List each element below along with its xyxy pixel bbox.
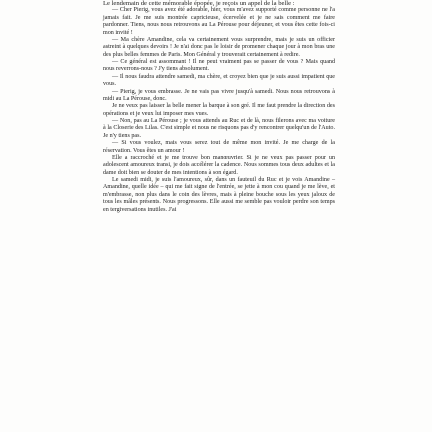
- paragraph: Le samedi midi, je suis l'amoureux, sûr, dans un fauteuil du Ruc et je vois Amandine – Amandine, quelle idée – qui me fait signe de l'entrée, se jette à mon cou quand je me lève, et m'embrasse, non plus dans le coin des lèvres, mais à pleine bouche sous les yeux jaloux de tous les mâles présents. Nous progressons. Elle aussi me semble pas vouloir perdre son temps en tergiversations inutiles. J'ai: [103, 177, 335, 213]
- paragraph: Je ne veux pas laisser la belle mener la barque à son gré. Il me faut prendre la direction des opérations et je veux lui imposer mes vues.: [103, 103, 335, 117]
- page-text-block: [103, 0, 335, 214]
- paragraph: — Ce général est assommant ! Il ne peut vraiment pas se passer de vous ? Mais quand nous reverrons-nous ? J'y tiens absolument.: [103, 59, 335, 73]
- paragraph: — Ma chère Amandine, cela va certainement vous surprendre, mais je suis un officier astreint à quelques devoirs ! Je n'ai donc pas le loisir de promener chaque jour à mon bras une des plus belles femmes de Paris. Mon Général y trouverait certainement à redire.: [103, 36, 335, 58]
- paragraph: — Il nous faudra attendre samedi, ma chère, et croyez bien que je suis aussi impatient que vous.: [103, 73, 335, 88]
- paragraph: — Cher Pierig, vous avez été adorable, hier, vous m'avez supporté comme personne ne l'a jamais fait. Je me suis montrée capricieuse, écervelée et je ne sais comment me faire pardonner. Tiens, nous nous retrouvons au La Pérouse pour déjeuner, et vous êtes cette fois-ci mon invité !: [103, 7, 335, 36]
- paragraph: Elle a raccroché et je me trouve bon manœuvrier. Si je ne veux pas passer pour un adolescent amoureux transi, je dois accélérer la cadence. Nous sommes tous deux adultes et la dame doit bien se douter de mes intentions à son égard.: [103, 154, 335, 176]
- paragraph: — Si vous voulez, mais vous serez tout de même mon invité. Je me charge de la réservation. Vous êtes un amour !: [103, 140, 335, 154]
- paragraph: — Pierig, je vous embrasse. Je ne vais pas vivre jusqu'à samedi. Nous nous retrouvons à midi au La Pérouse, donc.: [103, 88, 335, 102]
- paragraph: — Non, pas au La Pérouse ; je vous attends au Ruc et de là, nous filerons avec ma voiture à la Closerie des Lilas. C'est simple et nous ne risquons pas d'y rencontrer quelqu'un de l'Auto. Je n'y tiens pas.: [103, 118, 335, 139]
- paragraph: Le lendemain de cette mémorable épopée, je reçois un appel de la belle :: [103, 0, 295, 7]
